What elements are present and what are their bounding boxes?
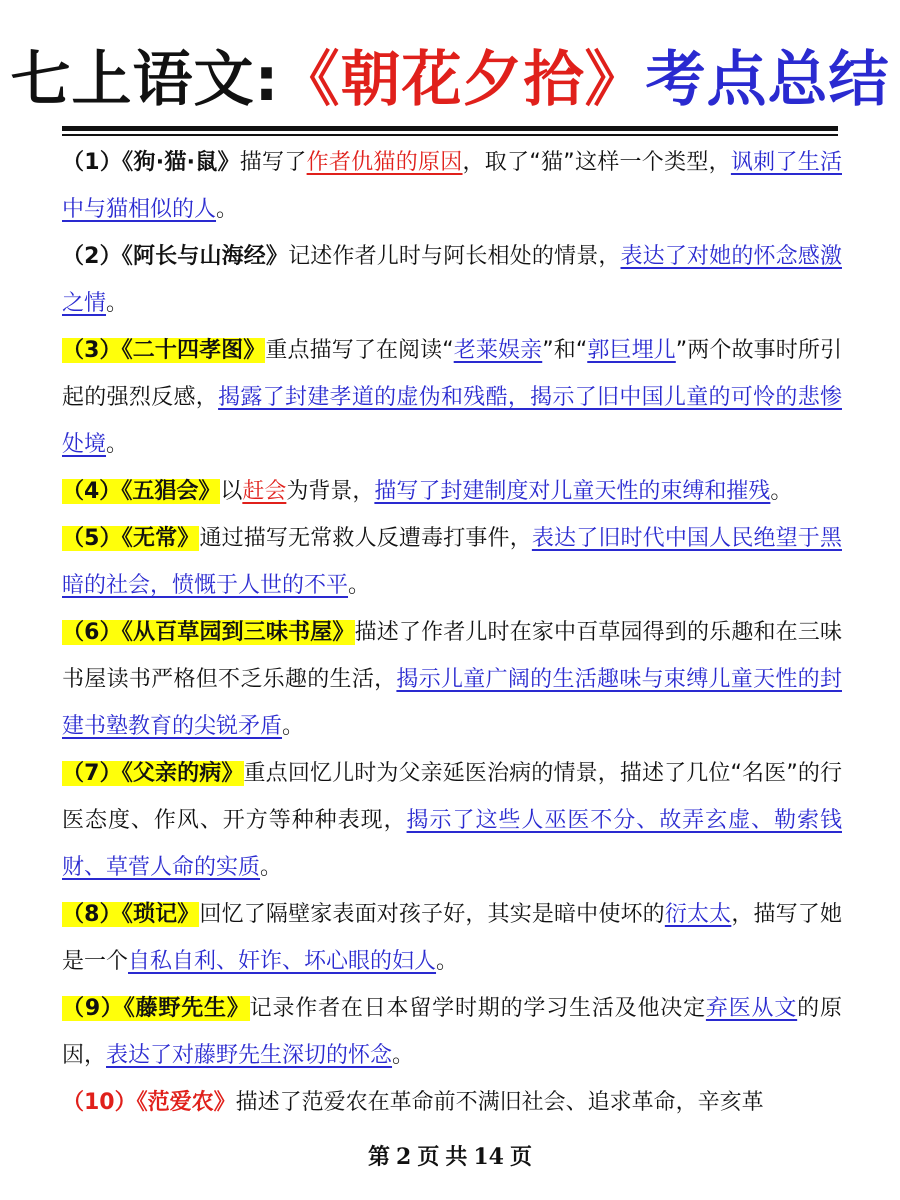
page-footer [0, 1140, 900, 1171]
item-number: （9） [62, 996, 124, 1021]
current-page-number: 2 [396, 1144, 412, 1170]
item-text: 。 [348, 573, 371, 598]
list-item [62, 468, 842, 515]
title-divider-thin [62, 134, 838, 136]
item-key-blue: 自私自利、奸诈、坏心眼的妇人 [128, 949, 437, 974]
item-text: 。 [260, 855, 283, 880]
list-item [62, 327, 842, 468]
item-number: （10） [62, 1090, 137, 1115]
item-key-blue: 描写了封建制度对儿童天性的束缚和摧残 [374, 479, 771, 504]
item-number: （6） [62, 620, 122, 645]
item-key-red: 赶会 [242, 479, 287, 504]
list-item [62, 750, 842, 891]
footer-word: 共 [445, 1144, 468, 1170]
item-title: 《琐记》 [121, 902, 200, 927]
item-title: 《阿长与山海经》 [121, 244, 289, 269]
item-text: ”两个故事时所引起的强烈反感， [62, 338, 842, 410]
item-key-blue: 揭示儿童广阔的生活趣味与束缚儿童天性的封建书塾教育的尖锐矛盾 [62, 667, 842, 739]
item-number: （3） [62, 338, 122, 363]
item-text: 重点回忆儿时为父亲延医治病的情景，描述了几位“名医”的行医态度、作风、开方等种种表现， [62, 761, 843, 833]
item-key-blue: 表达了旧时代中国人民绝望于黑暗的社会，愤慨于人世的不平 [62, 526, 842, 598]
item-text: 。 [436, 949, 459, 974]
item-key-blue: 弃医从文 [705, 996, 798, 1021]
page-title [0, 40, 900, 120]
title-book-name: 《朝花夕拾》 [279, 45, 646, 115]
item-title: 《藤野先生》 [123, 996, 250, 1021]
list-item [62, 609, 842, 750]
item-text: 的原因， [62, 996, 842, 1068]
item-key-blue: 衍太太 [664, 902, 732, 927]
item-key-blue: 郭巨埋儿 [587, 338, 676, 363]
item-number: （1） [62, 150, 123, 175]
list-item [62, 1079, 842, 1126]
list-item [62, 985, 842, 1079]
item-title: 《从百草园到三味书屋》 [121, 620, 355, 645]
item-key-blue: 讽刺了生活中与猫相似的人 [62, 150, 842, 222]
item-text: 回忆了隔壁家表面对孩子好，其实是暗中使坏的 [199, 902, 665, 927]
item-key-blue: 揭露了封建孝道的虚伪和残酷，揭示了旧中国儿童的可怜的悲惨处境 [62, 385, 842, 457]
item-key-blue: 表达了对她的怀念感激之情 [62, 244, 842, 316]
item-text: 以 [220, 479, 243, 504]
item-text: 描写了 [239, 150, 307, 175]
footer-word: 页 [417, 1144, 440, 1170]
item-text: 通过描写无常救人反遭毒打事件， [199, 526, 532, 551]
item-text: 。 [770, 479, 793, 504]
item-text: 。 [106, 432, 129, 457]
item-key-blue: 揭示了这些人巫医不分、故弄玄虚、勒索钱财、草菅人命的实质 [62, 808, 842, 880]
total-page-count: 14 [473, 1144, 504, 1170]
title-divider-thick [62, 126, 838, 131]
item-number: （7） [62, 761, 122, 786]
item-text: ，描写了她是一个 [62, 902, 842, 974]
item-number: （5） [62, 526, 122, 551]
item-key-red: 作者仇猫的原因 [306, 150, 463, 175]
title-prefix: 七上语文: [10, 45, 280, 115]
summary-list [62, 139, 842, 1126]
item-text: 。 [392, 1043, 415, 1068]
item-text: 。 [282, 714, 305, 739]
item-number: （8） [62, 902, 122, 927]
list-item [62, 891, 842, 985]
item-key-blue: 表达了对藤野先生深切的怀念 [106, 1043, 393, 1068]
item-text: 描述了范爱农在革命前不满旧社会、追求革命，辛亥革 [235, 1090, 764, 1115]
list-item [62, 515, 842, 609]
item-text: 。 [106, 291, 129, 316]
item-text: 重点描写了在阅读“ [265, 338, 454, 363]
item-title: 《无常》 [121, 526, 200, 551]
item-text: 描述了作者儿时在家中百草园得到的乐趣和在三味书屋读书严格但不乏乐趣的生活， [62, 620, 842, 692]
item-number: （2） [62, 244, 122, 269]
title-suffix: 考点总结 [645, 45, 890, 115]
footer-word: 页 [509, 1144, 532, 1170]
item-title: 《二十四孝图》 [121, 338, 266, 363]
item-title: 《父亲的病》 [121, 761, 244, 786]
item-text: ”和“ [542, 338, 588, 363]
item-text: 。 [216, 197, 239, 222]
item-title: 《五猖会》 [121, 479, 221, 504]
item-number: （4） [62, 479, 122, 504]
item-text: 记录作者在日本留学时期的学习生活及他决定 [249, 996, 706, 1021]
item-text: 记述作者儿时与阿长相处的情景， [288, 244, 621, 269]
footer-word: 第 [368, 1144, 391, 1170]
item-text: 为背景， [286, 479, 375, 504]
item-title: 《狗·猫·鼠》 [122, 150, 240, 175]
item-text: ，取了“猫”这样一个类型， [462, 150, 731, 175]
item-title: 《范爱农》 [136, 1090, 236, 1115]
list-item [62, 233, 842, 327]
item-key-blue: 老莱娱亲 [453, 338, 543, 363]
list-item [62, 139, 842, 233]
